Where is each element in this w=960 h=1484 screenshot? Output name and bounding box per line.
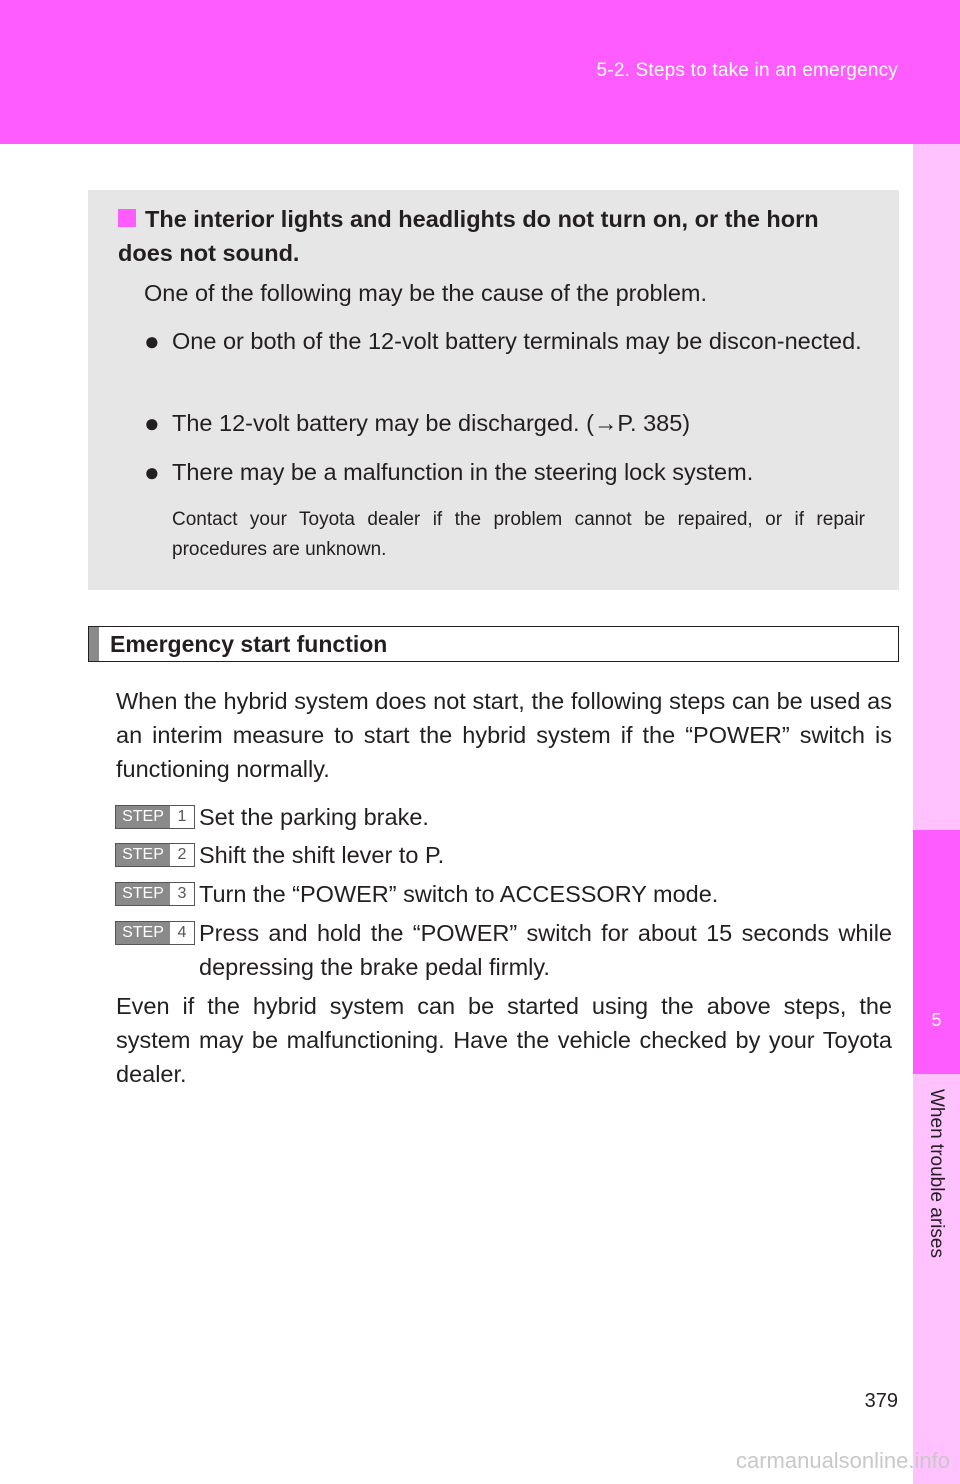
- step-label: STEP: [116, 883, 170, 905]
- bullet-text: The 12-volt battery may be discharged. (→P. 385): [172, 410, 691, 436]
- square-bullet-icon: [118, 209, 136, 227]
- intro-paragraph: When the hybrid system does not start, the following steps can be used as an interim measure to start the hybrid system if the “POWER” switch is functioning normally.: [116, 688, 892, 782]
- page-number: 379: [864, 1390, 898, 1412]
- chapter-side-tab: [913, 144, 960, 1484]
- step-label: STEP: [116, 844, 170, 866]
- bullet-text: One or both of the 12-volt battery terminals may be discon-nected.: [172, 328, 862, 354]
- step-number: 4: [177, 924, 187, 941]
- info-lead: One of the following may be the cause of the problem.: [144, 280, 708, 306]
- step-text: Set the parking brake.: [199, 804, 429, 830]
- info-note: Contact your Toyota dealer if the problem cannot be repaired, or if repair procedures are unknown.: [172, 509, 865, 560]
- bullet-text: There may be a malfunction in the steering lock system.: [172, 459, 754, 485]
- step-badge: [115, 921, 195, 945]
- step-number: 2: [177, 846, 187, 863]
- circle-bullet-icon: ●: [144, 457, 160, 487]
- closing-paragraph: Even if the hybrid system can be started using the above steps, the system may be malfunctioning. Have the vehicle checked by your Toyota dealer.: [116, 993, 892, 1087]
- info-heading-text: The interior lights and headlights do not turn on, or the horn does not sound.: [118, 206, 819, 266]
- bullet-item: [144, 455, 866, 489]
- section-heading-bar: [88, 626, 899, 662]
- step-label: STEP: [116, 806, 170, 828]
- step-badge: [115, 882, 195, 906]
- step-number: 3: [177, 885, 187, 902]
- section-heading-accent: [89, 627, 99, 661]
- bullet-item: [144, 324, 866, 358]
- step-text: Shift the shift lever to P.: [199, 842, 445, 868]
- step-number: 1: [177, 808, 187, 825]
- chapter-number-box: [913, 830, 960, 1074]
- step-text: Press and hold the “POWER” switch for about 15 seconds while depressing the brake pedal firmly.: [199, 920, 892, 980]
- section-breadcrumb: 5-2. Steps to take in an emergency: [596, 60, 898, 81]
- chapter-title: When trouble arises: [926, 1089, 947, 1258]
- circle-bullet-icon: ●: [144, 326, 160, 356]
- info-heading: [118, 202, 878, 270]
- section-title: Emergency start function: [110, 631, 388, 657]
- chapter-number: 5: [931, 1010, 942, 1030]
- step-label: STEP: [116, 922, 170, 944]
- step-badge: [115, 805, 195, 829]
- page-header: [0, 0, 960, 144]
- step-badge: [115, 843, 195, 867]
- circle-bullet-icon: ●: [144, 408, 160, 438]
- bullet-item: [144, 406, 866, 440]
- watermark: carmanualsonline.info: [735, 1448, 950, 1473]
- step-text: Turn the “POWER” switch to ACCESSORY mode.: [199, 881, 719, 907]
